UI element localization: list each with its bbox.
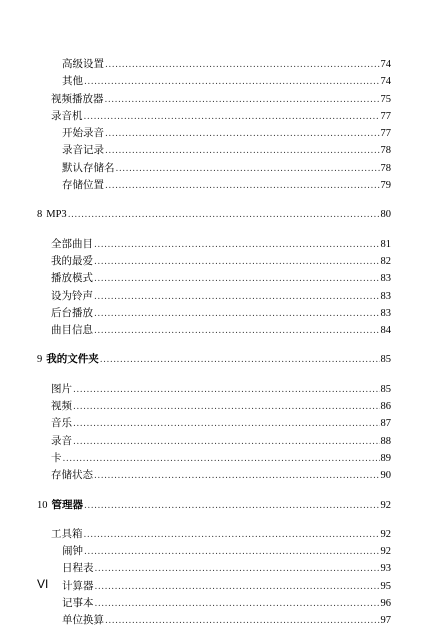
dot-leader — [63, 451, 380, 468]
toc-entry[interactable] — [51, 305, 391, 322]
dot-leader — [73, 399, 380, 416]
toc-entry-page: 92 — [380, 499, 391, 511]
dot-leader — [105, 57, 380, 74]
toc-entry-label: 默认存储名 — [62, 161, 115, 174]
toc-entry-label: 存储位置 — [62, 179, 104, 192]
toc-chapter-10[interactable] — [37, 497, 391, 514]
chapter-number: 9 — [37, 354, 43, 366]
toc-entry-label: 录音记录 — [62, 144, 104, 157]
toc-entry[interactable] — [62, 142, 391, 159]
dot-leader — [94, 306, 380, 323]
chapter-number: 8 — [37, 209, 43, 221]
toc-entry-page: 81 — [380, 238, 391, 250]
dot-leader — [105, 178, 380, 195]
toc-entry[interactable] — [62, 73, 391, 90]
dot-leader — [105, 143, 380, 160]
toc-entry-label: 录音 — [51, 434, 72, 447]
toc-entry-label: 播放模式 — [51, 272, 93, 285]
page-number: VI — [37, 577, 49, 591]
chapter-title: 管理器 — [51, 498, 83, 511]
toc-entry-page: 86 — [380, 401, 391, 413]
toc-entry-page: 77 — [380, 128, 391, 140]
dot-leader — [95, 561, 380, 578]
dot-leader — [95, 579, 380, 596]
toc-entry[interactable] — [51, 322, 391, 339]
toc-entry-page: 92 — [380, 546, 391, 558]
toc-entry-label: 闹钟 — [62, 545, 83, 558]
toc-entry-page: 96 — [380, 598, 391, 610]
toc-entry[interactable] — [51, 398, 391, 415]
toc-entry-page: 82 — [380, 255, 391, 267]
toc-entry[interactable] — [51, 467, 391, 484]
toc-entry-label: 卡 — [51, 451, 62, 464]
toc-chapter-9[interactable] — [37, 351, 391, 368]
chapter-number: 10 — [37, 499, 48, 511]
toc-entry-label: 全部曲目 — [51, 237, 93, 250]
toc-entry[interactable] — [62, 177, 391, 194]
dot-leader — [73, 416, 380, 433]
table-of-contents — [0, 56, 435, 630]
toc-entry[interactable] — [51, 108, 391, 125]
toc-entry-label: 曲目信息 — [51, 324, 93, 337]
dot-leader — [84, 498, 380, 515]
dot-leader — [68, 207, 380, 224]
toc-entry-page: 97 — [380, 615, 391, 627]
toc-entry-page: 85 — [380, 354, 391, 366]
toc-entry[interactable] — [62, 595, 391, 612]
dot-leader — [84, 74, 380, 91]
toc-entry-label: 高级设置 — [62, 58, 104, 70]
toc-entry-label: 图片 — [51, 382, 72, 395]
dot-leader — [94, 271, 380, 288]
toc-entry[interactable] — [51, 91, 391, 108]
toc-entry-label: 后台播放 — [51, 306, 93, 319]
toc-entry-page: 93 — [380, 563, 391, 575]
toc-entry[interactable] — [51, 415, 391, 432]
toc-entry-page: 88 — [380, 435, 391, 447]
toc-entry-label: 视频播放器 — [51, 92, 104, 105]
toc-entry[interactable] — [62, 160, 391, 177]
toc-entry-page: 79 — [380, 180, 391, 192]
toc-entry-label: 录音机 — [51, 109, 83, 122]
toc-entry[interactable] — [62, 125, 391, 142]
toc-entry-page: 74 — [380, 76, 391, 88]
toc-entry-label: 记事本 — [62, 597, 94, 610]
chapter-title: MP3 — [46, 209, 67, 221]
chapter-title: 我的文件夹 — [46, 353, 99, 366]
dot-leader — [94, 254, 380, 271]
dot-leader — [105, 92, 380, 109]
toc-entry[interactable] — [51, 236, 391, 253]
toc-entry[interactable] — [51, 433, 391, 450]
dot-leader — [105, 126, 380, 143]
dot-leader — [73, 434, 380, 451]
dot-leader — [94, 323, 380, 340]
toc-entry-page: 89 — [380, 452, 391, 464]
toc-entry-page: 87 — [380, 418, 391, 430]
dot-leader — [95, 596, 380, 613]
dot-leader — [84, 544, 380, 561]
toc-entry-page: 85 — [380, 383, 391, 395]
toc-entry-page: 84 — [380, 325, 391, 337]
toc-entry-page: 90 — [380, 470, 391, 482]
toc-entry-page: 83 — [380, 307, 391, 319]
toc-entry-label: 工具箱 — [51, 527, 83, 540]
toc-entry-page: 92 — [380, 528, 391, 540]
toc-entry[interactable] — [51, 450, 391, 467]
toc-entry-label: 日程表 — [62, 562, 94, 575]
toc-entry-page: 77 — [380, 110, 391, 122]
toc-entry[interactable] — [51, 381, 391, 398]
toc-entry-page: 95 — [380, 580, 391, 592]
toc-entry[interactable] — [51, 526, 391, 543]
toc-entry-page: 74 — [380, 59, 391, 70]
dot-leader — [105, 613, 380, 630]
toc-entry-page: 83 — [380, 273, 391, 285]
dot-leader — [94, 289, 380, 306]
toc-entry-page: 83 — [380, 290, 391, 302]
dot-leader — [84, 527, 380, 544]
toc-entry-label: 音乐 — [51, 417, 72, 430]
toc-entry-label: 存储状态 — [51, 469, 93, 482]
dot-leader — [94, 237, 380, 254]
toc-entry-label: 设为铃声 — [51, 289, 93, 302]
toc-entry-page: 75 — [380, 93, 391, 105]
toc-entry-label: 我的最爱 — [51, 254, 93, 267]
toc-chapter-8[interactable] — [37, 206, 391, 223]
toc-entry-label: 单位换算 — [62, 614, 104, 627]
dot-leader — [73, 382, 380, 399]
toc-entry[interactable] — [51, 288, 391, 305]
toc-entry-label: 视频 — [51, 400, 72, 413]
toc-entry[interactable] — [62, 543, 391, 560]
toc-entry[interactable] — [62, 612, 391, 629]
dot-leader — [116, 161, 380, 178]
toc-entry-page: 78 — [380, 162, 391, 174]
dot-leader — [94, 468, 380, 485]
dot-leader — [84, 109, 380, 126]
toc-entry-label: 开始录音 — [62, 127, 104, 140]
dot-leader — [100, 352, 380, 369]
toc-entry[interactable] — [51, 253, 391, 270]
toc-entry-label: 计算器 — [62, 579, 94, 592]
toc-entry[interactable] — [62, 56, 391, 73]
toc-entry[interactable] — [51, 270, 391, 287]
toc-entry-label: 其他 — [62, 75, 83, 88]
toc-entry-page: 78 — [380, 145, 391, 157]
toc-entry[interactable] — [62, 578, 391, 595]
toc-entry[interactable] — [62, 560, 391, 577]
toc-entry-page: 80 — [380, 209, 391, 221]
